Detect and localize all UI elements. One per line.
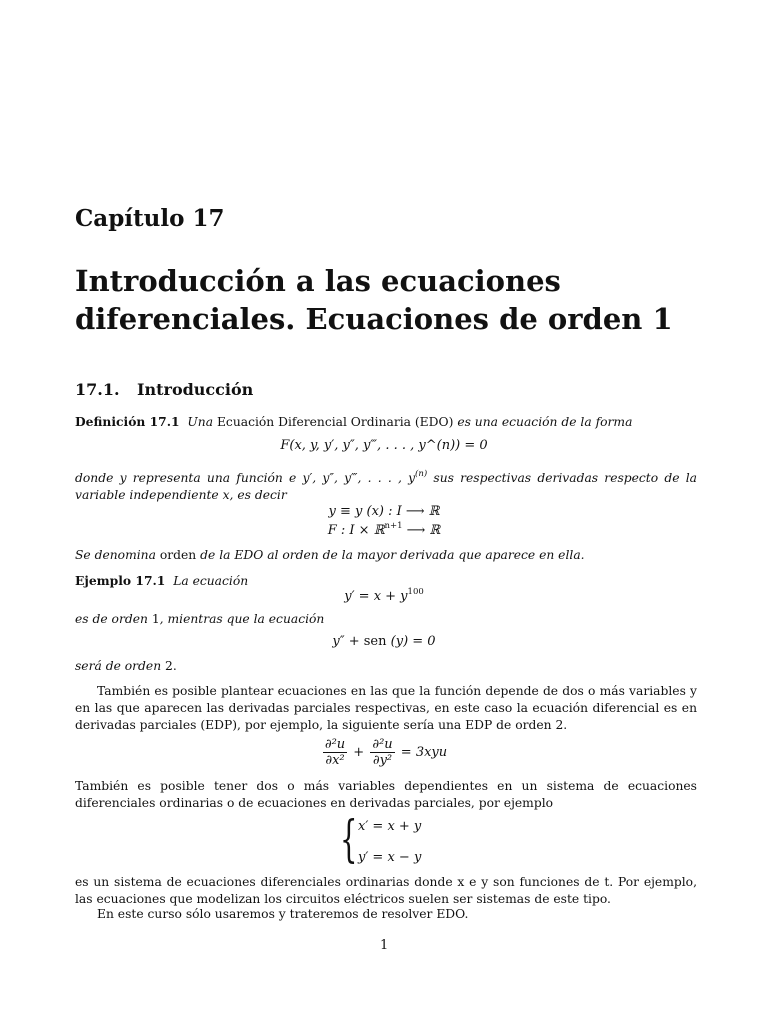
example-middle-text: es de orden 1, mientras que la ecuación [75,612,325,626]
section-number: 17.1. [75,380,120,399]
example-equation-2: y″ + sen (y) = 0 [332,634,436,649]
function-domain-equation: y ≡ y (x) : I ⟶ ℝ [328,504,440,519]
example-end-text: será de orden 2. [75,659,177,673]
order-definition: Se denomina orden de la EDO al orden de la mayor derivada que aparece en ella. [75,548,585,562]
page-number: 1 [380,938,389,953]
function-F-equation: F : I × ℝ$^{n+1}$ ⟶ ℝ [327,521,441,538]
system-explanation: es un sistema de ecuaciones diferenciales ordinarias donde x e y son funciones de t. Por ejemplo, las ecuaciones que modelizan los circuitos eléctricos suelen ser sistemas de este tipo. [75,875,697,906]
example-intro: Ejemplo 17.1 La ecuación [75,573,249,588]
definition-label: Definición 17.1 [75,414,180,429]
example-label: Ejemplo 17.1 [75,573,166,588]
definition-text-c: es una ecuación de la forma [457,415,633,429]
system-paragraph: También es posible tener dos o más variables dependientes en un sistema de ecuaciones diferenciales ordinarias o de ecuaciones en derivadas parciales, por ejemplo [75,779,697,810]
chapter-title-line-1: Introducción a las ecuaciones [75,264,561,298]
system-brace: { [340,810,358,868]
section-title: Introducción [137,380,254,399]
definition-statement [75,413,697,431]
chapter-title [75,262,673,338]
section-heading [75,380,253,399]
chapter-label: Capítulo 17 [75,205,225,232]
definition-text-a: Una [187,415,214,429]
course-note: En este curso sólo usaremos y trateremos de resolver EDO. [97,907,469,921]
chapter-title-line-2: diferenciales. Ecuaciones de orden 1 [75,302,673,336]
example-equation-1: $y' = x + y^{100}$ [344,587,424,604]
system-equation-2: y′ = x − y [358,850,422,865]
system-equation-1: x′ = x + y [358,819,422,834]
definition-equation: F(x, y, y′, y″, y‴, . . . , y^(n)) = 0 [280,438,488,453]
definition-explanation: donde y representa una función e y′, y″, y‴, . . . , $y^{(n)}$ sus respectivas derivadas respecto de la variable independiente x, es decir [75,469,698,502]
definition-term: Ecuación Diferencial Ordinaria (EDO) [216,415,454,429]
pde-equation: $\frac{\text{∂²u}}{\text{∂x²}}$ + $\frac{\text{∂²u}}{\text{∂y²}}$ = 3xyu [324,737,448,768]
pde-paragraph: También es posible plantear ecuaciones en las que la función depende de dos o más variables y en las que aparecen las derivadas parciales respectivas, en este caso la ecuación diferencial es en derivadas parciales (EDP), por ejemplo, la siguiente sería una EDP de orden 2. [75,684,697,732]
